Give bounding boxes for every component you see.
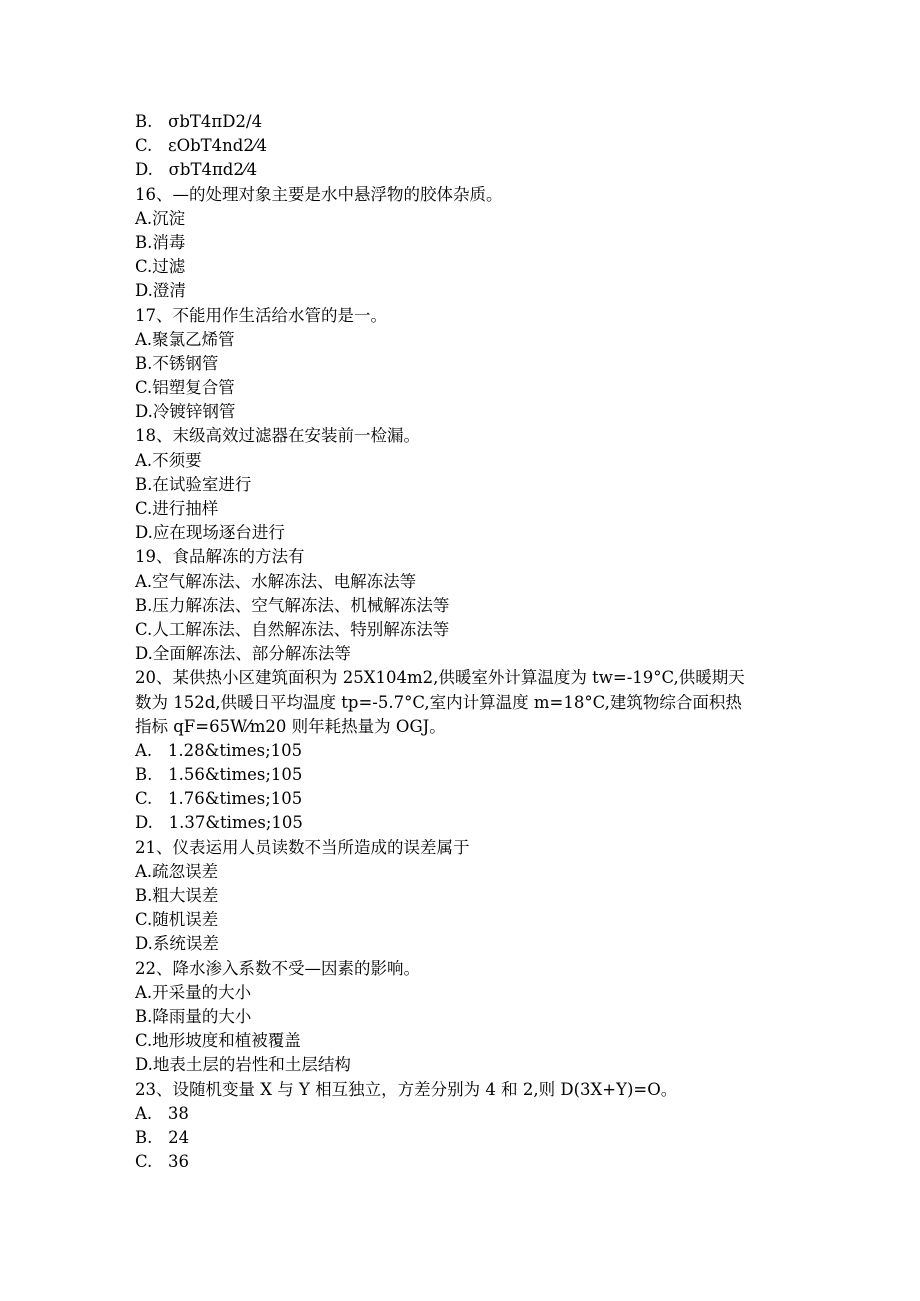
option-line: C. εObT4nd2⁄4 (135, 136, 268, 156)
question-20-line-1: 20、某供热小区建筑面积为 25X104m2,供暖室外计算温度为 tw=-19°C,供暖期天 (135, 668, 745, 688)
question-16: 16、—的处理对象主要是水中悬浮物的胶体杂质。 (135, 184, 503, 204)
option-line: A. 38 (135, 1103, 189, 1123)
option-line: D.澄清 (135, 281, 186, 301)
question-20-line-3: 指标 qF=65W⁄m20 则年耗热量为 OGJ。 (135, 716, 446, 736)
question-18: 18、末级高效过滤器在安装前一检漏。 (135, 426, 420, 446)
option-line: D. 1.37&times;105 (135, 813, 303, 833)
option-line: A.聚氯乙烯管 (135, 329, 235, 349)
option-line: B. σbT4πD2/4 (135, 112, 263, 131)
question-17: 17、不能用作生活给水管的是一。 (135, 305, 387, 325)
option-line: C.人工解冻法、自然解冻法、特别解冻法等 (135, 619, 450, 639)
option-line: C. 1.76&times;105 (135, 789, 303, 809)
option-line: C. 36 (135, 1152, 190, 1172)
question-19: 19、食品解冻的方法有 (135, 547, 305, 567)
option-line: C.地形坡度和植被覆盖 (135, 1031, 301, 1051)
option-line: C.进行抽样 (135, 499, 219, 518)
option-line: A. 1.28&times;105 (135, 740, 303, 760)
option-line: C.随机误差 (135, 910, 219, 930)
option-line: C.铝塑复合管 (135, 378, 235, 398)
question-23: 23、设随机变量 X 与 Y 相互独立，方差分别为 4 和 2,则 D(3X+Y)=O。 (135, 1079, 678, 1099)
question-20-line-2: 数为 152d,供暖日平均温度 tp=-5.7°C,室内计算温度 m=18°C,建筑物综合面积热 (135, 692, 742, 712)
document-page (135, 110, 795, 1174)
option-line: D. σbT4πd2⁄4 (135, 160, 258, 180)
option-line: B.不锈钢管 (135, 353, 219, 373)
option-line: B.在试验室进行 (135, 474, 252, 494)
option-line: D.系统误差 (135, 934, 219, 954)
option-line: B.粗大误差 (135, 886, 219, 905)
option-line: D.应在现场逐台进行 (135, 523, 285, 543)
question-22: 22、降水渗入系数不受—因素的影响。 (135, 958, 420, 978)
option-line: B.降雨量的大小 (135, 1006, 252, 1026)
question-21: 21、仪表运用人员读数不当所造成的误差属于 (135, 837, 470, 857)
option-line: C.过滤 (135, 257, 186, 277)
option-line: B. 24 (135, 1127, 190, 1147)
option-line: B. 1.56&times;105 (135, 765, 303, 785)
option-line: A.不须要 (135, 450, 202, 470)
option-line: D.地表土层的岩性和土层结构 (135, 1055, 351, 1075)
option-line: A.疏忽误差 (135, 861, 219, 881)
option-line: B.压力解冻法、空气解冻法、机械解冻法等 (135, 595, 450, 615)
option-line: B.消毒 (135, 232, 186, 252)
option-line: D.冷镀锌钢管 (135, 402, 236, 422)
option-line: A.沉淀 (135, 208, 186, 228)
option-line: D.全面解冻法、部分解冻法等 (135, 644, 351, 664)
option-line: A.开采量的大小 (135, 982, 252, 1002)
option-line: A.空气解冻法、水解冻法、电解冻法等 (135, 571, 417, 591)
